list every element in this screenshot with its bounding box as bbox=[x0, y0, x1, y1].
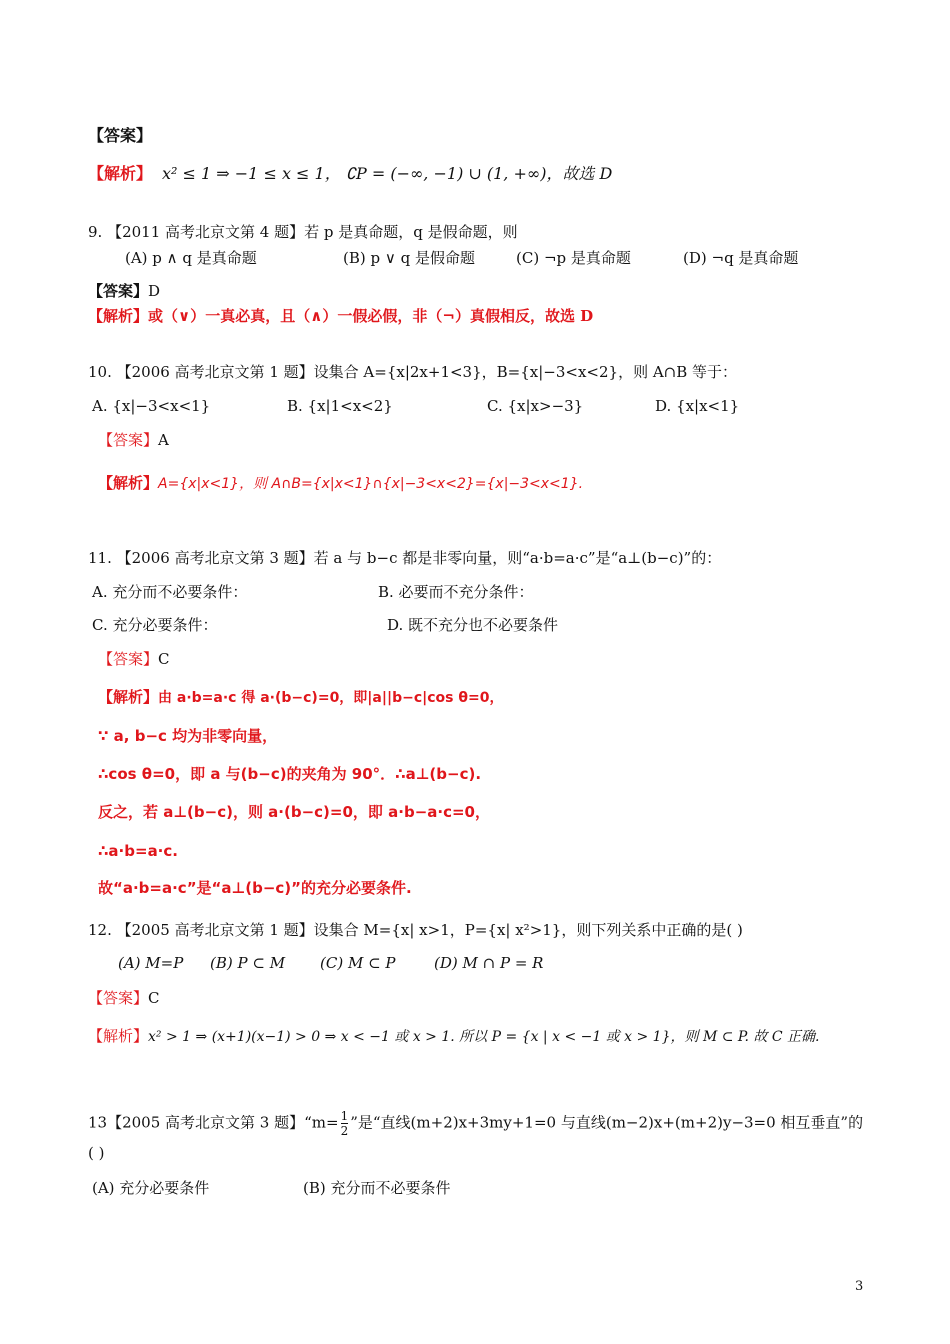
q13-fraction-num: 1 bbox=[340, 1109, 349, 1123]
q13-fraction bbox=[341, 1109, 349, 1138]
q12-answer-row bbox=[88, 988, 160, 1008]
q10-analysis-row bbox=[98, 473, 583, 494]
q12-stem: 12. 【2005 高考北京文第 1 题】设集合 M={x| x>1，P={x| x²>1}，则下列关系中正确的是( ) bbox=[88, 921, 743, 939]
q10-analysis-label: 【解析】 bbox=[98, 474, 159, 492]
q11-analysis-line: ∴cos θ=0，即 a 与(b−c)的夹角为 90°．∴a⊥(b−c). bbox=[98, 765, 482, 783]
q13-stem-row bbox=[88, 1109, 863, 1138]
q11-analysis-line: 由 a·b=a·c 得 a·(b−c)=0，即|a||b−c|cos θ=0， bbox=[158, 690, 504, 706]
q13-paren: ( ) bbox=[88, 1144, 105, 1162]
q9-analysis-text: 或（∨）一真必真，且（∧）一假必假，非（¬）真假相反，故选 D bbox=[148, 307, 594, 325]
q10-option-c: C. {x|x>−3} bbox=[487, 397, 584, 415]
q11-analysis-line: 故“a·b=a·c”是“a⊥(b−c)”的充分必要条件. bbox=[98, 879, 412, 897]
q13-stem-suffix: ”是“直线(m+2)x+3my+1=0 与直线(m−2)x+(m+2)y−3=0 相互垂直”的 bbox=[350, 1113, 864, 1132]
q12-option-c: (C) M ⊂ P bbox=[320, 954, 396, 972]
q11-analysis-line: 反之，若 a⊥(b−c)，则 a·(b−c)=0，即 a·b−a·c=0， bbox=[98, 803, 490, 821]
q9-analysis-row bbox=[88, 306, 593, 326]
q9-answer-row bbox=[88, 281, 160, 301]
q9-option-a: (A) p ∧ q 是真命题 bbox=[125, 249, 257, 267]
q11-analysis-label: 【解析】 bbox=[98, 688, 159, 706]
q12-answer-label: 【答案】 bbox=[88, 989, 149, 1007]
q11-option-b: B. 必要而不充分条件： bbox=[378, 583, 534, 601]
q8-answer-label: 【答案】 bbox=[88, 126, 153, 145]
q10-answer-row bbox=[98, 430, 169, 450]
q12-analysis-row bbox=[88, 1026, 819, 1047]
q9-analysis-label: 【解析】 bbox=[88, 307, 149, 325]
q9-answer-value: D bbox=[148, 282, 161, 300]
q9-option-b: (B) p ∨ q 是假命题 bbox=[343, 249, 475, 267]
q11-analysis-row-0 bbox=[98, 687, 503, 708]
q12-answer-value: C bbox=[148, 989, 160, 1007]
q8-analysis-label: 【解析】 bbox=[88, 164, 153, 183]
q11-analysis-line: ∴a·b=a·c. bbox=[98, 842, 178, 860]
q11-option-d: D. 既不充分也不必要条件 bbox=[387, 616, 559, 634]
q10-stem: 10. 【2006 高考北京文第 1 题】设集合 A={x|2x+1<3}，B={x|−3<x<2}，则 A∩B 等于： bbox=[88, 363, 738, 381]
q13-option-b: (B) 充分而不必要条件 bbox=[303, 1179, 451, 1197]
q10-answer-label: 【答案】 bbox=[98, 431, 159, 449]
q13-option-a: (A) 充分必要条件 bbox=[92, 1179, 210, 1197]
q11-answer-label: 【答案】 bbox=[98, 650, 159, 668]
page-number: 3 bbox=[855, 1279, 864, 1294]
q8-analysis-text: x² ≤ 1 ⇒ −1 ≤ x ≤ 1， ∁P = (−∞, −1) ∪ (1, +∞)，故选 D bbox=[162, 164, 613, 183]
q12-analysis-text: x² > 1 ⇒ (x+1)(x−1) > 0 ⇒ x < −1 或 x > 1. 所以 P = {x | x < −1 或 x > 1}，则 M ⊂ P. 故 C 正确. bbox=[148, 1029, 820, 1045]
q12-analysis-label: 【解析】 bbox=[88, 1027, 149, 1045]
q9-option-d: (D) ¬q 是真命题 bbox=[683, 249, 799, 267]
q13-stem-prefix: 13【2005 高考北京文第 3 题】“m= bbox=[88, 1113, 339, 1132]
q10-option-d: D. {x|x<1} bbox=[655, 397, 740, 415]
q11-stem: 11. 【2006 高考北京文第 3 题】若 a 与 b−c 都是非零向量，则“a·b=a·c”是“a⊥(b−c)”的： bbox=[88, 549, 722, 567]
q13-fraction-den: 2 bbox=[340, 1124, 349, 1138]
q9-answer-label: 【答案】 bbox=[88, 282, 149, 300]
q10-answer-value: A bbox=[158, 431, 169, 449]
q11-option-a: A. 充分而不必要条件： bbox=[92, 583, 248, 601]
q10-analysis-text: A={x|x<1}，则 A∩B={x|x<1}∩{x|−3<x<2}={x|−3<x<1}. bbox=[158, 476, 584, 492]
q12-option-b: (B) P ⊂ M bbox=[210, 954, 286, 972]
q11-option-c: C. 充分必要条件： bbox=[92, 616, 218, 634]
q9-option-c: (C) ¬p 是真命题 bbox=[516, 249, 631, 267]
q10-option-a: A. {x|−3<x<1} bbox=[92, 397, 211, 415]
q10-option-b: B. {x|1<x<2} bbox=[287, 397, 393, 415]
q11-answer-row bbox=[98, 649, 170, 669]
q12-option-a: (A) M=P bbox=[118, 954, 184, 972]
q9-stem: 9. 【2011 高考北京文第 4 题】若 p 是真命题，q 是假命题，则 bbox=[88, 223, 518, 241]
q11-analysis-line: ∵ a, b−c 均为非零向量， bbox=[98, 727, 278, 745]
q12-option-d: (D) M ∩ P = R bbox=[434, 954, 544, 972]
q11-answer-value: C bbox=[158, 650, 170, 668]
